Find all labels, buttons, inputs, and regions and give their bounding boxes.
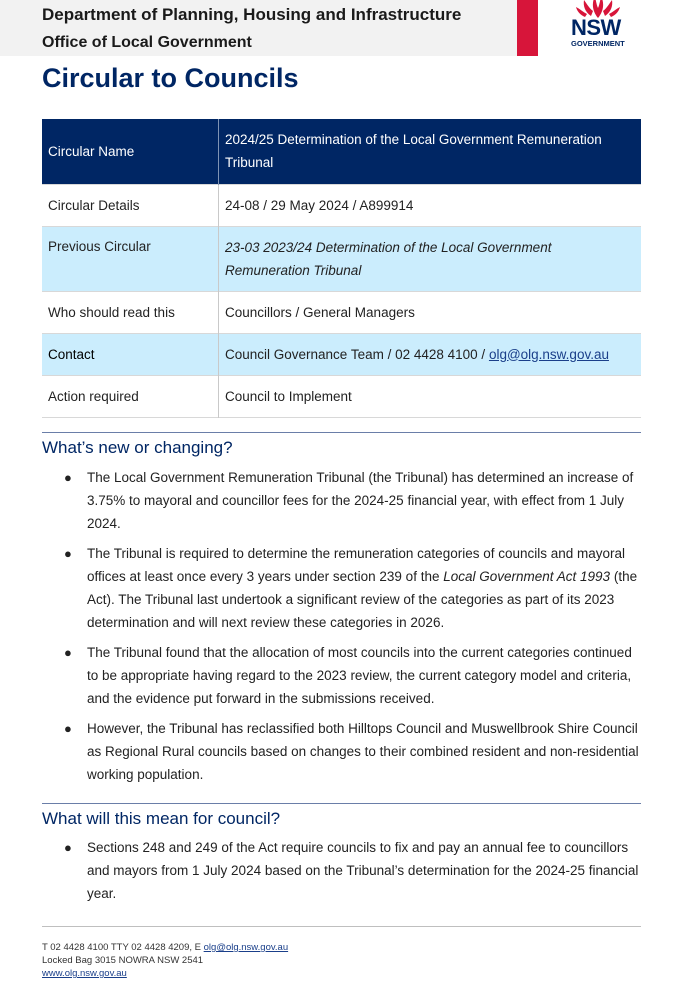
list-item [42, 836, 642, 905]
table-row [42, 184, 641, 226]
whats-new-list [42, 466, 642, 793]
circular-info-table [42, 119, 641, 418]
footer-phone-text: T 02 4428 4100 TTY 02 4428 4209, E [42, 942, 204, 953]
row-label: Circular Details [42, 184, 219, 226]
page-header [0, 0, 682, 56]
section-heading-whats-new: What’s new or changing? [42, 438, 233, 457]
table-row [42, 333, 641, 375]
table-row [42, 119, 641, 184]
bullet-text: The Tribunal found that the allocation of most councils into the current categories continued to be appropriate having regard to the 2023 review, the current category model and criteria, and the evidence put forward in the submissions received. [87, 645, 632, 706]
logo-red-bar [517, 0, 538, 56]
bullet-icon: ● [64, 546, 72, 561]
row-label: Circular Name [42, 119, 219, 184]
government-wordmark: GOVERNMENT [571, 39, 625, 48]
bullet-text-part: (the Act). The Tribunal last undertook a significant review of the categories as part of its 2023 determination and will next review these categories in 2026. [87, 569, 638, 630]
bullet-icon: ● [64, 645, 72, 660]
row-label: Contact [42, 333, 219, 375]
page-title: Circular to Councils [42, 63, 299, 93]
bullet-icon: ● [64, 721, 72, 736]
table-row [42, 291, 641, 333]
row-value: Council to Implement [225, 388, 352, 404]
office-name: Office of Local Government [42, 34, 252, 51]
department-name: Department of Planning, Housing and Infrastructure [42, 5, 462, 24]
contact-text: Council Governance Team / 02 4428 4100 / [225, 346, 489, 362]
list-item [42, 466, 642, 535]
contact-email-link[interactable]: olg@olg.nsw.gov.au [488, 346, 609, 362]
act-name: Local Government Act 1993 [443, 569, 611, 584]
bullet-text: The Local Government Remuneration Tribunal (the Tribunal) has determined an increase of 3.75% to mayoral and councillor fees for the 2024-25 financial year, with effect from 1 July 2024. [87, 470, 634, 531]
row-label: Action required [42, 375, 219, 417]
list-item [42, 717, 642, 786]
row-value: 2024/25 Determination of the Local Government Remuneration Tribunal [225, 132, 602, 171]
footer-address: Locked Bag 3015 NOWRA NSW 2541 [42, 955, 204, 966]
bullet-icon: ● [64, 840, 72, 855]
footer-divider [42, 926, 641, 927]
bullet-text: However, the Tribunal has reclassified both Hilltops Council and Muswellbrook Shire Council as Regional Rural councils based on changes to their combined resident and non-residential working population. [87, 721, 639, 782]
footer-contact [42, 942, 288, 953]
row-value: Councillors / General Managers [225, 304, 415, 320]
section-divider [42, 803, 641, 804]
footer-website-wrap [42, 968, 127, 979]
list-item [42, 641, 642, 710]
meaning-list [42, 836, 642, 912]
bullet-icon: ● [64, 470, 72, 485]
footer-email-link[interactable]: olg@olg.nsw.gov.au [203, 942, 289, 953]
row-value: 24-08 / 29 May 2024 / A899914 [225, 197, 414, 213]
row-value: 23-03 2023/24 Determination of the Local Government Remuneration Tribunal [225, 239, 552, 278]
nsw-wordmark: NSW [571, 15, 621, 40]
row-value [219, 333, 642, 375]
bullet-text: Sections 248 and 249 of the Act require councils to fix and pay an annual fee to councillors and mayors from 1 July 2024 based on the Tribunal’s determination for the 2024-25 financial year. [87, 840, 639, 901]
row-label: Who should read this [42, 291, 219, 333]
section-divider [42, 432, 641, 433]
list-item [42, 542, 642, 634]
row-label: Previous Circular [42, 226, 219, 291]
section-heading-meaning: What will this mean for council? [42, 809, 281, 828]
bullet-text-part: The Tribunal is required to determine the remuneration categories of councils and mayoral offices at least once every 3 years under section 239 of the [87, 546, 626, 584]
table-row [42, 375, 641, 417]
footer-website-link[interactable]: www.olg.nsw.gov.au [42, 968, 127, 979]
table-row [42, 226, 641, 291]
